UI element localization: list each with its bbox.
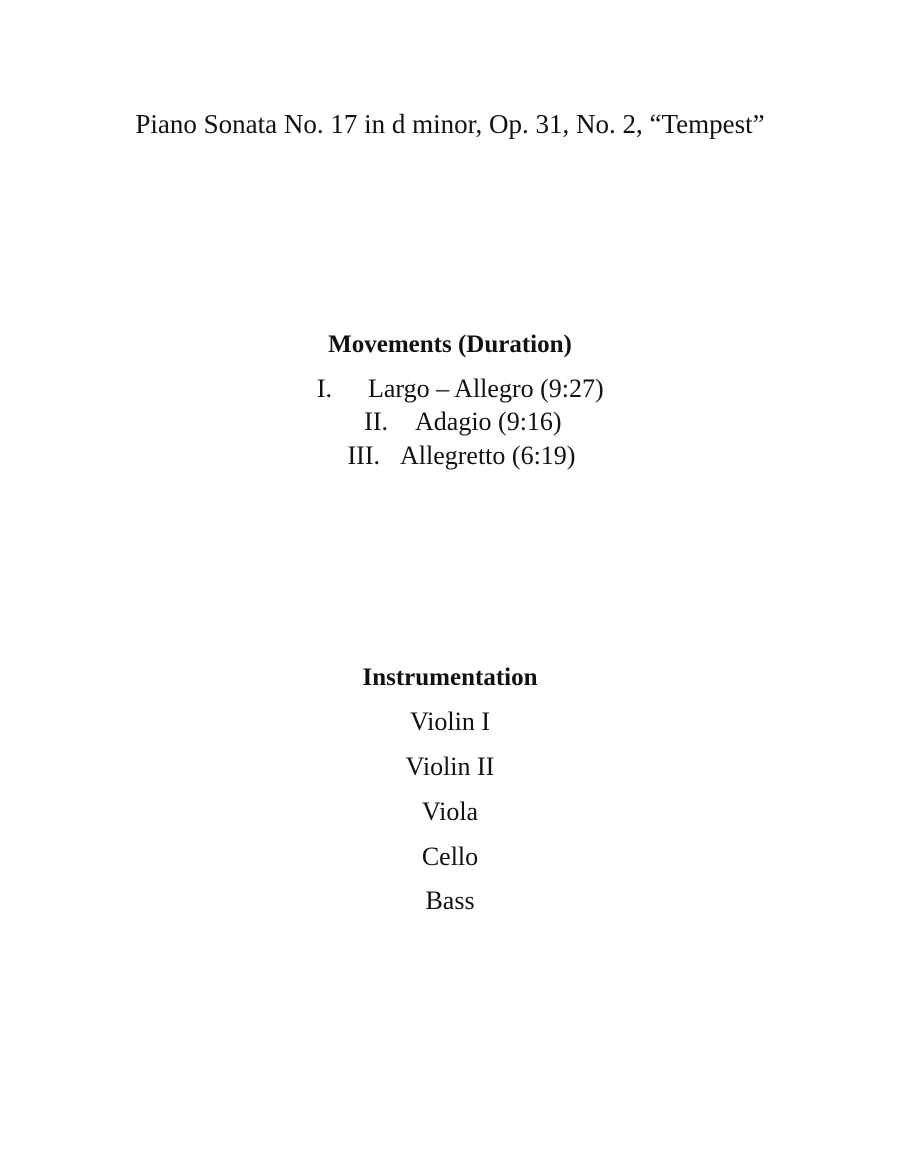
movement-numeral: II. [364, 407, 388, 436]
instrument-item: Violin I [409, 707, 491, 736]
movement-numeral: I. [316, 374, 332, 403]
document-title: Piano Sonata No. 17 in d minor, Op. 31, No. 2, “Tempest” [135, 109, 765, 139]
instrument-item: Viola [421, 797, 479, 826]
instrumentation-heading: Instrumentation [362, 664, 538, 691]
instrument-item: Violin II [405, 752, 495, 781]
movement-name: Allegretto (6:19) [400, 441, 576, 470]
movements-heading: Movements (Duration) [328, 331, 572, 358]
movement-name: Adagio (9:16) [415, 407, 562, 436]
instrument-item: Bass [425, 886, 475, 915]
movement-numeral: III. [347, 441, 380, 470]
instrument-item: Cello [421, 842, 479, 871]
movement-name: Largo – Allegro (9:27) [368, 374, 604, 403]
